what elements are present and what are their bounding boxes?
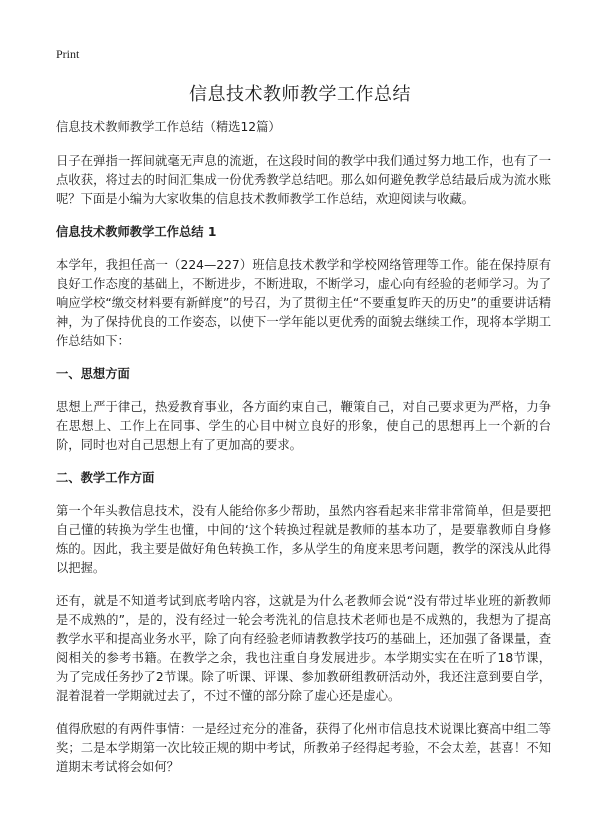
- print-link[interactable]: Print: [56, 47, 80, 61]
- section-heading-ideology: 一、思想方面: [56, 367, 130, 381]
- teaching-paragraph-3: 值得欣慰的有两件事情：一是经过充分的准备，获得了化州市信息技术说课比赛高中组二等奖；二是本学期第一次比较正规的期中考试，所教弟子经得起考验，不会太差，甚喜！不知道期末考试将会如何？: [56, 722, 551, 774]
- intro-paragraph: 日子在弹指一挥间就毫无声息的流逝，在这段时间的教学中我们通过努力地工作，也有了一点收获，将过去的时间汇集成一份优秀教学总结吧。那么如何避免教学总结最后成为流水账呢？下面是小编为大家收集的信息技术教师教学工作总结，欢迎阅读与收藏。: [56, 154, 551, 206]
- article-subtitle: 信息技术教师教学工作总结（精选12篇）: [56, 120, 281, 134]
- article-body: [56, 118, 551, 791]
- ideology-paragraph: 思想上严于律己，热爱教育事业，各方面约束自己，鞭策自己，对自己要求更为严格，力争在思想上、工作上在同事、学生的心目中树立良好的形象，使自己的思想再上一个新的台阶，同时也对自己思想上有了更加高的要求。: [56, 400, 551, 452]
- summary-1-paragraph: 本学年，我担任高一（224—227）班信息技术教学和学校网络管理等工作。能在保持原有良好工作态度的基础上，不断进步，不断进取，不断学习，虚心向有经验的老师学习。为了响应学校“缴交材料要有新鲜度”的号召，为了贯彻主任“不要重复昨天的历史”的重要讲话精神，为了保持优良的工作姿态，以使下一学年能以更优秀的面貌去继续工作，现将本学期工作总结如下：: [56, 258, 551, 348]
- page-title: 信息技术教师教学工作总结: [189, 84, 411, 105]
- section-heading-summary-1: 信息技术教师教学工作总结 1: [56, 225, 217, 239]
- teaching-paragraph-1: 第一个年头教信息技术，没有人能给你多少帮助，虽然内容看起来非常非常简单，但是要把自己懂的转换为学生也懂，中间的‘这个转换过程就是教师的基本功了，是要靠教师自身修炼的。因此，我主要是做好角色转换工作，多从学生的角度来思考问题，教学的深浅从此得以把握。: [56, 504, 551, 575]
- teaching-paragraph-2: 还有，就是不知道考试到底考啥内容，这就是为什么老教师会说“没有带过毕业班的新教师是不成熟的”，是的，没有经过一轮会考洗礼的信息技术老师也是不成熟的，我想为了提高教学水平和提高业务水平，除了向有经验老师请教教学技巧的基础上，还加强了备课量，查阅相关的参考书籍。在教学之余，我也注重自身发展进步。本学期实实在在听了18节课，为了完成任务抄了2节课。除了听课、评课、参加教研组教研活动外，我还注意到要自学，混着混着一学期就过去了，不过不懂的部分除了虚心还是虚心。: [56, 594, 551, 703]
- section-heading-teaching: 二、教学工作方面: [56, 471, 155, 485]
